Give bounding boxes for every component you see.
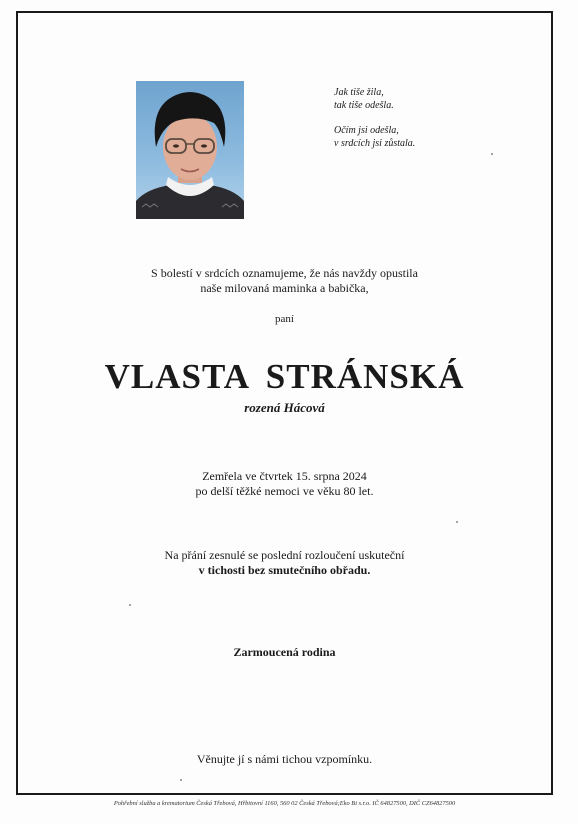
- farewell-line: Na přání zesnulé se poslední rozloučení uskuteční: [164, 548, 405, 562]
- paper-speck: [456, 521, 458, 523]
- farewell-line-bold: v tichosti bez smutečního obřadu.: [198, 563, 371, 577]
- paper-speck: [491, 153, 493, 155]
- poem-line: tak tiše odešla.: [334, 100, 394, 111]
- funeral-service-footer: Pohřební služba a krematorium Česká Třebová, Hřbitovní 1160, 560 02 Česká Třebová;Eko Bi s.r.o. IČ 64827500, DIČ CZ64827500: [113, 800, 456, 807]
- poem-stanza-2: [334, 124, 415, 150]
- memorial-poem: [334, 86, 415, 162]
- farewell-notice: [16, 548, 553, 578]
- death-notice: [16, 469, 553, 499]
- maiden-name: rozená Hácová: [244, 400, 325, 415]
- deceased-name: VLASTA STRÁNSKÁ: [104, 357, 465, 396]
- death-line: po delší těžké nemoci ve věku 80 let.: [195, 484, 374, 498]
- closing-line: Věnujte jí s námi tichou vzpomínku.: [196, 752, 373, 766]
- poem-stanza-1: [334, 86, 415, 112]
- announcement-intro: [16, 266, 553, 296]
- intro-line: naše milovaná maminka a babička,: [200, 281, 369, 295]
- portrait-photo: [136, 81, 244, 219]
- paper-speck: [129, 604, 131, 606]
- poem-line: Jak tiše žila,: [334, 87, 384, 98]
- title-word: paní: [275, 313, 294, 325]
- paper-speck: [180, 779, 182, 781]
- family-signature: Zarmoucená rodina: [233, 645, 336, 659]
- intro-line: S bolestí v srdcích oznamujeme, že nás navždy opustila: [151, 266, 418, 280]
- poem-line: Očím jsi odešla,: [334, 125, 399, 136]
- poem-line: v srdcích jsi zůstala.: [334, 138, 416, 149]
- death-line: Zemřela ve čtvrtek 15. srpna 2024: [202, 469, 367, 483]
